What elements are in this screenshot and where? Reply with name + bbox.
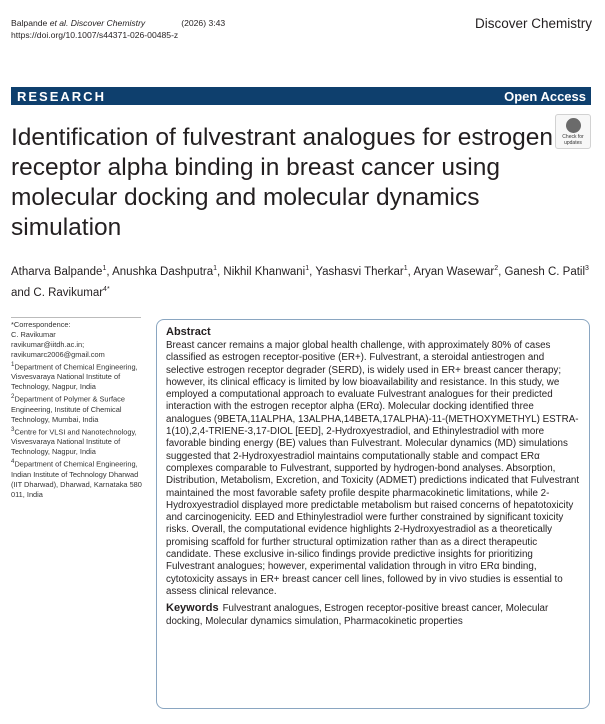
author[interactable]: C. Ravikumar$^{4*}$ <box>33 285 110 299</box>
keywords-label: Keywords <box>166 602 219 615</box>
article-type: RESEARCH <box>17 88 106 104</box>
running-header <box>11 17 225 41</box>
keywords-text: Fulvestrant analogues, Estrogen receptor-positive breast cancer, Molecular docking, Molecular dynamics simulation, Pharmacokinetic properties <box>166 603 549 627</box>
citation: Balpande et al. Discover Chemistry <box>11 18 146 28</box>
affiliation-2: $^2$Department of Polymer & Surface Engineering, Institute of Chemical Technology, Mumbai, India <box>11 393 125 424</box>
doi-link[interactable]: https://doi.org/10.1007/s44371-026-00485-z <box>11 30 179 40</box>
badge-line2: updates <box>564 140 582 146</box>
author[interactable]: Yashasvi Therkar$^1$ <box>315 265 408 278</box>
author[interactable]: Ganesh C. Patil$^3$ <box>504 265 589 278</box>
sidebar-divider <box>11 317 141 318</box>
abstract-box <box>156 319 590 709</box>
abstract-heading: Abstract <box>166 326 211 338</box>
year-volume: (2026) 3:43 <box>181 18 226 28</box>
correspondence-label: *Correspondence: <box>11 320 71 329</box>
open-access-label: Open Access <box>504 88 586 104</box>
journal-citation: et al. Discover Chemistry <box>49 18 146 28</box>
email-link[interactable]: ravikumar@iitdh.ac.in; <box>11 340 85 349</box>
email-link[interactable]: ravikumarc2006@gmail.com <box>11 350 105 359</box>
correspondence-name: C. Ravikumar <box>11 330 56 339</box>
affiliation-3: $^3$Centre for VLSI and Nanotechnology, Visvesvaraya National Institute of Technology, Nagpur, India <box>11 425 137 457</box>
author-list: Atharva Balpande$^1$, Anushka Dashputra$^1$, Nikhil Khanwani$^1$, Yashasvi Therkar$^1$, Aryan Wasewar$^2$, Ganesh C. Patil$^3$ and C. Ravikumar$^{4*}$ <box>11 265 589 299</box>
affiliation-4: $^4$Department of Chemical Engineering, Indian Institute of Technology Dharwad (IIT Dharwad), Dharwad, Karnataka 580 011, India <box>11 458 142 499</box>
article-title: Identification of fulvestrant analogues for estrogen receptor alpha binding in breast cancer using molecular docking and molecular dynamics simulation <box>11 124 554 241</box>
abstract-text: Breast cancer remains a major global health challenge, with approximately 80% of cases classified as estrogen receptor-positive (ER+). Fulvestrant, a steroidal antiestrogen and selective estrogen receptor degrader (SERD), is widely used in ER+ breast cancer therapy; however, its clinical efficacy is limited by low bioavailability and resistance. In this study, we employed a computational approach to evaluate Fulvestrant analogues for their predicted interaction with the estrogen receptor alpha (ERα). Molecular docking identified three analogues (9BETA,11ALPHA, 13ALPHA,14BETA,17ALPHA)-11-(METHOXYMETHYL) ESTRA-1(10),2,4-TRIENE-3,17-DIOL [EED], 2-Hydroxyestradiol, and Ethinylestradiol with more favorable binding energy (BE) values than Fulvestrant. Molecular dynamics (MD) simulations suggested that 2-Hydroxyestradiol maintains computationally stable and compact ERα complexes comparable to Fulvestrant, supported by hydrogen-bond analyses. Absorption, Distribution, Metabolism, Excretion, and Toxicity (ADMET) predictions indicated that Fulvestrant maintained the most favorable safety profile despite pharmacokinetic limitations, while 2-Hydroxyestradiol displayed more predictable metabolism but raised concerns of hepatotoxicity and carcinogenicity. EED and Ethinylestradiol were further constrained by significant toxicity risks. Overall, the computational evidence highlights 2-Hydroxyestradiol as a theoretically promising scaffold for further structural optimization rather than as a direct therapeutic candidate. These exclusive in-silico findings provide predictive insights for prioritizing Fulvestrant analogues; however, experimental validation through in vitro ERα binding, cytotoxicity assays in ER+ breast cancer cell lines, followed by in vivo studies is essential to assess clinical relevance. <box>166 340 580 597</box>
article-type-banner <box>11 87 591 105</box>
author[interactable]: Nikhil Khanwani$^1$ <box>223 265 310 278</box>
author[interactable]: Atharva Balpande$^1$ <box>11 265 107 278</box>
author[interactable]: Anushka Dashputra$^1$ <box>112 265 218 278</box>
author[interactable]: Aryan Wasewar$^2$ <box>413 265 499 278</box>
affiliations-sidebar <box>11 320 143 500</box>
affiliation-1: $^1$Department of Chemical Engineering, Visvesvaraya National Institute of Technology, Nagpur, India <box>11 361 138 392</box>
journal-name: Discover Chemistry <box>474 16 592 31</box>
keywords <box>166 602 581 628</box>
badge-line1: Check for <box>562 134 584 140</box>
